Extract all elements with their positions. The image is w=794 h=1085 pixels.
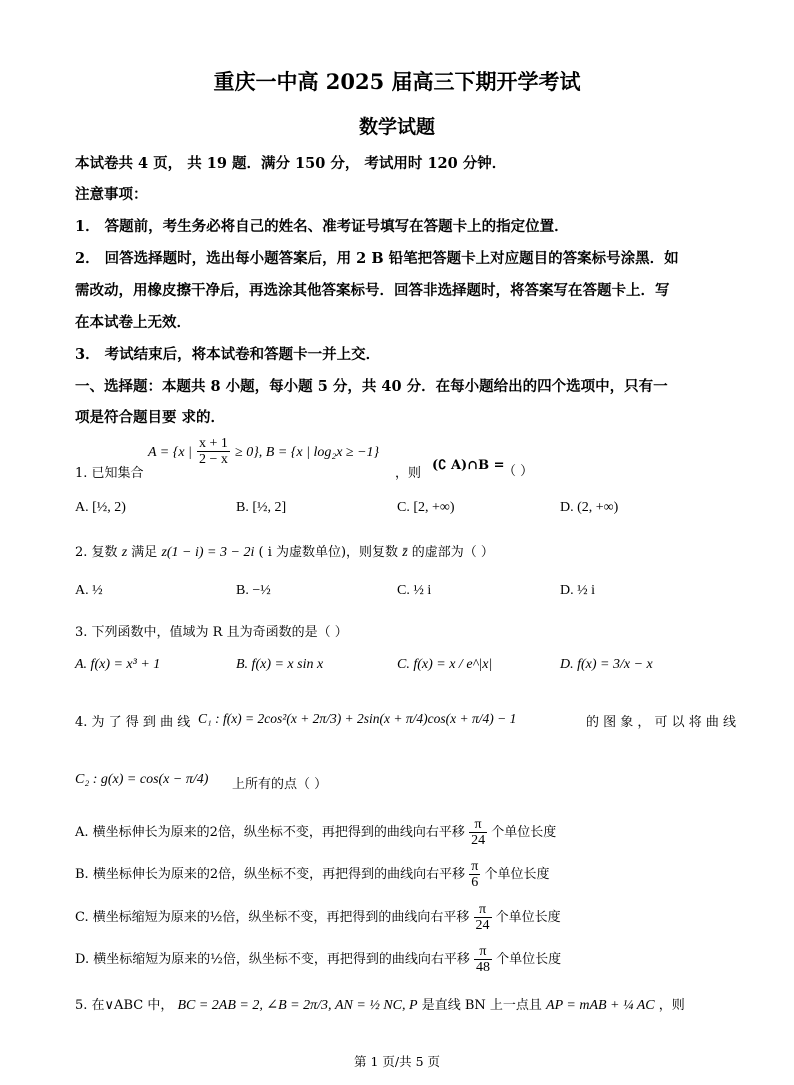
frac-denominator: 24 [475,918,490,933]
q5-text: ，则 [658,998,685,1013]
q4-option-a [75,817,556,848]
option-text: 个单位长度 [495,910,561,925]
q1-paren: （ ） [503,464,534,479]
q4-curve-c2: C₂ : g(x) = cos(x − π/4) [75,772,209,787]
q1-fraction [197,436,230,467]
option-text: 个单位长度 [484,867,550,882]
q5-stem [75,994,685,1014]
q4-option-b [75,859,549,890]
page-number: 第 1 页/共 5 页 [353,1054,440,1069]
q1-expression: (∁ A)∩B = [432,458,505,473]
q5-text: 是直线 BN 上一点且 [421,998,542,1013]
q1-option-b: B. [½, 2] [236,500,287,515]
shift-fraction [474,902,492,933]
frac-denominator: 24 [471,833,486,848]
q2-text: 的虚部为（ ） [411,545,494,560]
section-heading: 一、选择题：本题共 8 小题，每小题 5 分，共 40 分．在每小题给出的四个选项中，只有一 [75,378,668,395]
q3-option-a: A. f(x) = x³ + 1 [75,657,161,672]
q1-set-a-pre: A = {x | [148,445,192,460]
q4-curve-c1: C₁ : f(x) = 2cos²(x + 2π/3) + 2sin(x + π/4)cos(x + π/4) − 1 [198,711,517,726]
q4-lead-cont: 的 图 象 ， 可 以 将 曲 线 [586,715,737,730]
q1-option-c: C. [2, +∞) [397,500,455,515]
note-line: 在本试卷上无效． [75,314,191,331]
q4-points: 上所有的点（ ） [232,777,328,792]
option-text: C. 横坐标缩短为原来的½倍，纵坐标不变，再把得到的曲线向右平移 [75,910,470,925]
q2-text: ( i 为虚数单位)，则复数 [258,545,399,560]
option-text: A. 横坐标伸长为原来的2倍，纵坐标不变，再把得到的曲线向右平移 [75,825,465,840]
q3-stem: 3. 下列函数中，值域为 R 且为奇函数的是（ ） [75,625,348,640]
section-heading-cont: 项是符合题目要 求的． [75,409,226,426]
q3-option-d: D. f(x) = 3/x − x [560,657,653,672]
frac-numerator: x + 1 [199,436,228,451]
note-line: 1． 答题前，考生务必将自己的姓名、准考证号填写在答题卡上的指定位置． [75,218,569,235]
frac-denominator: 6 [471,875,479,890]
note-line: 2． 回答选择题时，选出每小题答案后，用 2 B 铅笔把答题卡上对应题目的答案标号涂黑．如 [75,250,679,267]
q5-text: 5. 在∨ABC 中， [75,998,174,1013]
q2-stem [75,541,494,561]
q2-text: 满足 [131,545,158,560]
frac-numerator: π [474,944,492,960]
q1-then: ，则 [395,466,422,481]
q2-option-d: D. ½ i [560,583,595,598]
exam-title: 重庆一中高 2025 届高三下期开学考试 [213,69,581,94]
note-line: 需改动，用橡皮擦干净后，再选涂其他答案标号．回答非选择题时，将答案写在答题卡上．写 [75,282,670,299]
q2-zbar: z̄ [402,545,408,560]
q3-option-c: C. f(x) = x / e^|x| [397,657,493,672]
option-text: 个单位长度 [496,952,562,967]
q2-z: z [121,545,128,560]
q2-option-c: C. ½ i [397,583,432,598]
shift-fraction [474,944,492,975]
frac-numerator: π [469,817,487,833]
q2-equation: z(1 − i) = 3 − 2i [161,545,255,560]
q2-option-a: A. ½ [75,583,103,598]
notes-heading: 注意事项： [75,186,148,203]
shift-fraction [469,859,480,890]
q3-option-b: B. f(x) = x sin x [236,657,324,672]
q5-math: BC = 2AB = 2, ∠B = 2π/3, AN = ½ NC, P [177,998,418,1013]
frac-numerator: π [474,902,492,918]
q1-option-d: D. (2, +∞) [560,500,619,515]
shift-fraction [469,817,487,848]
q1-formula [148,436,379,467]
frac-denominator: 2 − x [199,452,228,467]
q4-option-d [75,944,561,975]
frac-numerator: π [471,859,479,874]
q1-option-a: A. [½, 2) [75,500,126,515]
q2-option-b: B. −½ [236,583,271,598]
option-text: 个单位长度 [491,825,557,840]
q4-option-c [75,902,561,933]
exam-summary: 本试卷共 4 页， 共 19 题．满分 150 分， 考试用时 120 分钟． [75,155,507,172]
exam-subtitle: 数学试题 [358,116,435,138]
note-line: 3． 考试结束后，将本试卷和答题卡一并上交． [75,346,381,363]
q1-set-a-post: ≥ 0}, B = {x | log₂x ≥ −1} [235,445,380,460]
q1-lead: 1. 已知集合 [75,466,144,481]
frac-denominator: 48 [475,960,490,975]
q4-lead: 4. 为 了 得 到 曲 线 [75,715,191,730]
q2-text: 2. 复数 [75,545,118,560]
option-text: D. 横坐标缩短为原来的½倍，纵坐标不变，再把得到的曲线向右平移 [75,952,470,967]
q5-math2: AP = mAB + ¼ AC [546,998,655,1013]
option-text: B. 横坐标伸长为原来的2倍，纵坐标不变，再把得到的曲线向右平移 [75,867,466,882]
